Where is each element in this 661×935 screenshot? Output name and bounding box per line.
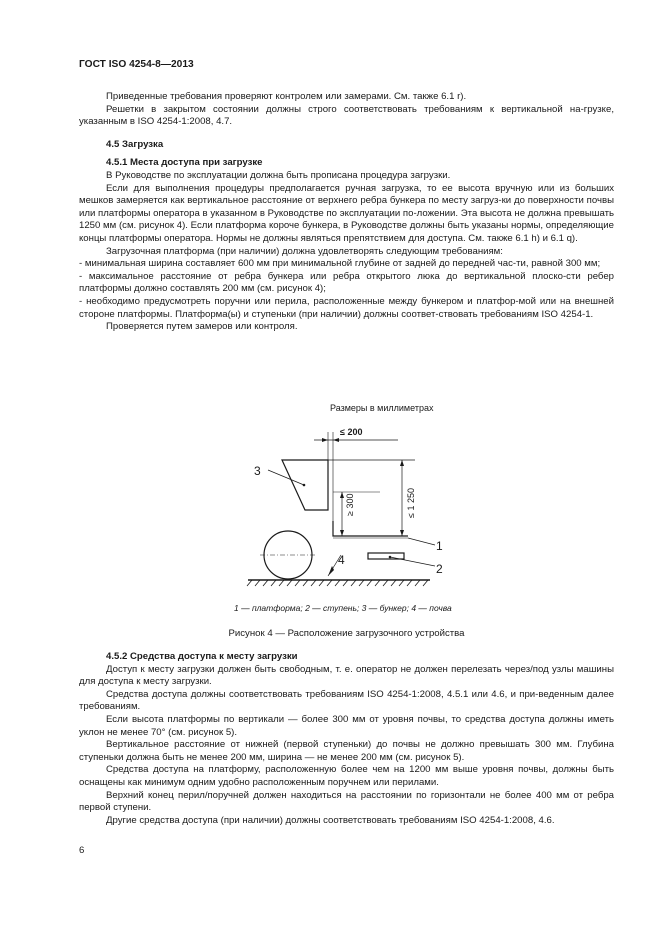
- section-4-5-2-paragraph-4: Вертикальное расстояние от нижней (первой ступеньки) до почвы не должно превышать 300 мм. Глубина ступеньки должна быть не менее 200 мм, ширина — не менее 200 мм (см. рисунок 5).: [79, 739, 614, 763]
- requirement-list-item-1: - минимальная ширина составляет 600 мм при минимальной глубине от задней до передней час-ти, равной 300 мм;: [79, 258, 601, 270]
- section-4-5-2-paragraph-7: Другие средства доступа (при наличии) должны соответствовать требованиям ISO 4254-1:2008, 4.6.: [106, 814, 555, 826]
- section-4-5-2-paragraph-1: Доступ к месту загрузки должен быть свободным, т. е. оператор не должен перелезать через/под узлы машины для доступа к месту загрузки.: [79, 663, 614, 688]
- figure-caption: Рисунок 4 — Расположение загрузочного устройства: [228, 628, 465, 639]
- section-4-5-2-paragraph-5: Средства доступа на платформу, расположенную более чем на 1200 мм выше уровня почвы, должны быть оснащены как минимум одним удобно расположенным поручнем или перилами.: [79, 764, 614, 788]
- lower-text-block: [79, 651, 614, 827]
- ground-hatching: [247, 580, 428, 586]
- page-number: 6: [79, 845, 85, 856]
- step-shape: [368, 553, 404, 559]
- dimension-300-label: ≥ 300: [345, 493, 355, 516]
- section-4-5-2-paragraph-2: Средства доступа должны соответствовать требованиям ISO 4254-1:2008, 4.5.1 или 4.6, и при-веденным далее требованиям.: [79, 688, 614, 713]
- dimension-1250-label: ≤ 1 250: [406, 488, 416, 518]
- intro-paragraph-2: Решетки в закрытом состоянии должны строго соответствовать требованиям к вертикальной на-грузке, указанным в ISO 4254-1:2008, 4.7.: [79, 103, 614, 128]
- callout-4: 4: [338, 553, 345, 567]
- requirement-list-item-3: - необходимо предусмотреть поручни или перила, расположенные между бункером и платфор-мой или на внешней стороне платформы. Платформа(ы) и ступеньки (при наличии) должны соответ-ствовать требованиям ISO 4254-1.: [79, 295, 614, 320]
- callout-3: 3: [254, 464, 261, 478]
- figure-legend: 1 — платформа; 2 — ступень; 3 — бункер; 4 — почва: [234, 603, 452, 613]
- dimension-200-label: ≤ 200: [340, 427, 363, 437]
- upper-text-block: [79, 91, 614, 334]
- section-4-5-heading: 4.5 Загрузка: [106, 138, 164, 150]
- section-4-5-2-heading: 4.5.2 Средства доступа к месту загрузки: [106, 651, 298, 662]
- check-paragraph: Проверяется путем замеров или контроля.: [106, 321, 298, 333]
- document-header: ГОСТ ISO 4254-8—2013: [79, 59, 194, 70]
- callout-2: 2: [436, 562, 443, 576]
- loading-device-drawing: [230, 418, 490, 598]
- platform-shape: [333, 521, 408, 536]
- section-4-5-1-heading: 4.5.1 Места доступа при загрузке: [106, 157, 263, 169]
- section-4-5-1-paragraph-1: В Руководстве по эксплуатации должна быть прописана процедура загрузки.: [106, 169, 451, 181]
- section-4-5-1-paragraph-2: Если для выполнения процедуры предполагается ручная загрузка, то ее высота вручную или из больших мешков замеряется как вертикальное расстояние от верхнего ребра бункера по месту загруз-ки до поверхности почвы или платформы оператора в указанном в Руководстве по эксплуатации по-ложении. Эта высота не должна превышать 1250 мм (см. рисунок 4). Если платформа короче бункера, в Руководстве должны быть указаны нормы, определяющие концы платформы оператора. Нормы не должны являться препятствием для доступа. См. также 6.1 h) и 6.1 q).: [79, 182, 614, 244]
- section-4-5-1-paragraph-3: Загрузочная платформа (при наличии) должна удовлетворять следующим требованиям:: [106, 245, 503, 257]
- callout-1: 1: [436, 539, 443, 553]
- section-4-5-2-paragraph-3: Если высота платформы по вертикали — более 300 мм от уровня почвы, то средства доступа должны иметь уклон не менее 70° (см. рисунок 5).: [79, 713, 614, 738]
- intro-paragraph-1: Приведенные требования проверяют контролем или замерами. См. также 6.1 r).: [106, 91, 467, 102]
- requirement-list-item-2: - максимальное расстояние от ребра бункера или ребра открытого люка до вертикальной плоско-сти ребер платформы должно составлять 200 мм (см. рисунок 4);: [79, 270, 614, 295]
- figure-units-note: Размеры в миллиметрах: [330, 403, 434, 413]
- section-4-5-2-paragraph-6: Верхний конец перил/поручней должен находиться на расстоянии по горизонтали не более 400 мм от ребра первой ступени.: [79, 789, 614, 814]
